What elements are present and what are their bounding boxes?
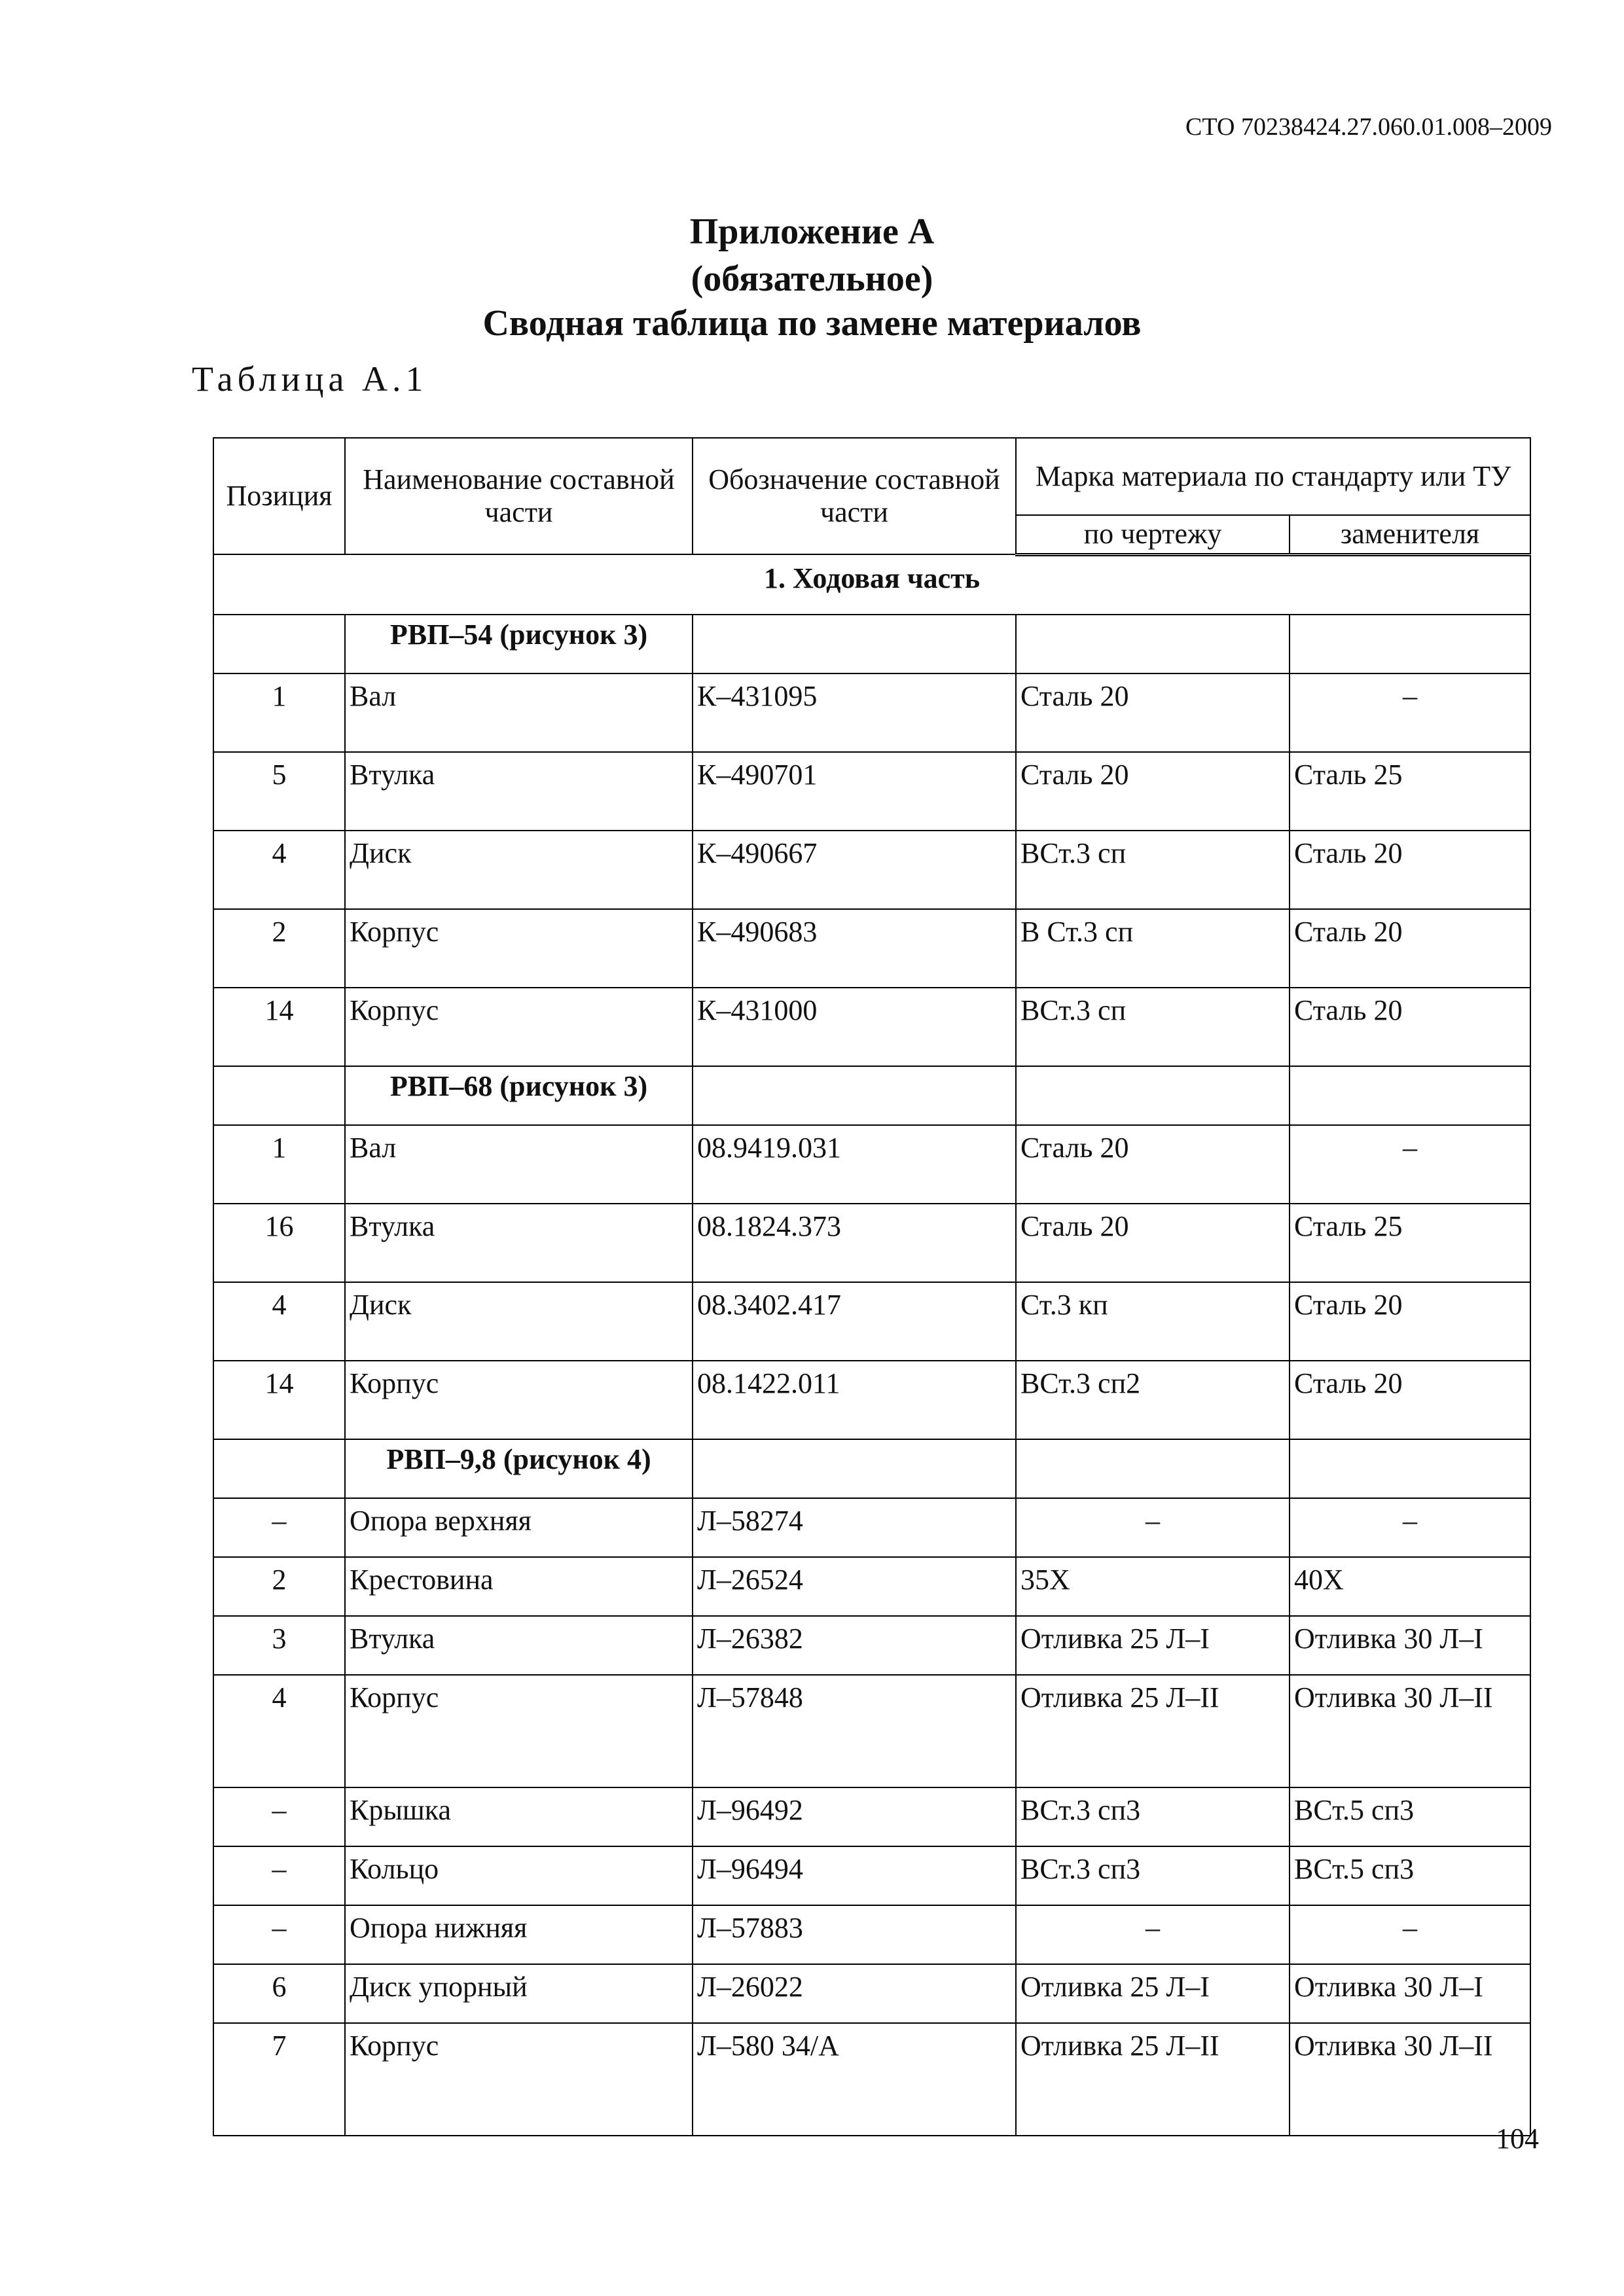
- designation-cell: Л–580 34/А: [693, 2023, 1016, 2136]
- empty-cell: [1290, 1439, 1530, 1498]
- substitute-cell: –: [1290, 1498, 1530, 1557]
- empty-cell: [693, 1439, 1016, 1498]
- name-cell: Корпус: [345, 1675, 693, 1787]
- col-header-designation: Обозначение составной части: [693, 438, 1016, 554]
- group-title: РВП–68 (рисунок 3): [345, 1066, 693, 1125]
- substitute-cell: ВСт.5 сп3: [1290, 1787, 1530, 1846]
- material-cell: Отливка 25 Л–II: [1016, 1675, 1290, 1787]
- table-row: [213, 1905, 1530, 1964]
- table-row: [213, 673, 1530, 752]
- appendix-title: Приложение А: [689, 211, 935, 252]
- table-row: [213, 1616, 1530, 1675]
- table-row: [213, 909, 1530, 988]
- col-header-substitute: заменителя: [1290, 515, 1530, 554]
- empty-cell: [1290, 615, 1530, 673]
- material-cell: ВСт.3 сп3: [1016, 1846, 1290, 1905]
- group-row: [213, 1439, 1530, 1498]
- substitute-cell: –: [1290, 673, 1530, 752]
- name-cell: Втулка: [345, 1616, 693, 1675]
- name-cell: Вал: [345, 673, 693, 752]
- col-header-position: Позиция: [213, 438, 345, 554]
- table-row: [213, 831, 1530, 909]
- name-cell: Диск: [345, 831, 693, 909]
- material-cell: Отливка 25 Л–I: [1016, 1616, 1290, 1675]
- table-row: [213, 1557, 1530, 1616]
- position-cell: –: [213, 1787, 345, 1846]
- substitute-cell: Сталь 25: [1290, 1204, 1530, 1282]
- section-title: 1. Ходовая часть: [213, 554, 1530, 615]
- material-cell: Ст.3 кп: [1016, 1282, 1290, 1361]
- position-cell: 14: [213, 988, 345, 1066]
- material-cell: ВСт.3 сп: [1016, 831, 1290, 909]
- col-header-by-drawing: по чертежу: [1016, 515, 1290, 554]
- designation-cell: Л–26382: [693, 1616, 1016, 1675]
- group-title: РВП–9,8 (рисунок 4): [345, 1439, 693, 1498]
- empty-cell: [213, 1439, 345, 1498]
- designation-cell: 08.1824.373: [693, 1204, 1016, 1282]
- empty-cell: [1290, 1066, 1530, 1125]
- table-row: [213, 988, 1530, 1066]
- position-cell: 4: [213, 831, 345, 909]
- designation-cell: Л–57883: [693, 1905, 1016, 1964]
- name-cell: Корпус: [345, 1361, 693, 1439]
- position-cell: 7: [213, 2023, 345, 2136]
- substitute-cell: Отливка 30 Л–II: [1290, 1675, 1530, 1787]
- designation-cell: К–431000: [693, 988, 1016, 1066]
- appendix-status: (обязательное): [691, 259, 933, 299]
- position-cell: –: [213, 1846, 345, 1905]
- material-cell: 35Х: [1016, 1557, 1290, 1616]
- substitute-cell: Сталь 20: [1290, 1282, 1530, 1361]
- col-header-name: Наименование составной части: [345, 438, 693, 554]
- name-cell: Корпус: [345, 909, 693, 988]
- designation-cell: Л–26524: [693, 1557, 1016, 1616]
- position-cell: 2: [213, 909, 345, 988]
- position-cell: 2: [213, 1557, 345, 1616]
- position-cell: 4: [213, 1675, 345, 1787]
- substitute-cell: Сталь 20: [1290, 988, 1530, 1066]
- name-cell: Опора верхняя: [345, 1498, 693, 1557]
- empty-cell: [1016, 1066, 1290, 1125]
- table-row: [213, 1498, 1530, 1557]
- designation-cell: 08.9419.031: [693, 1125, 1016, 1204]
- material-cell: ВСт.3 сп2: [1016, 1361, 1290, 1439]
- empty-cell: [213, 1066, 345, 1125]
- name-cell: Втулка: [345, 752, 693, 831]
- table-row: [213, 752, 1530, 831]
- position-cell: –: [213, 1498, 345, 1557]
- position-cell: –: [213, 1905, 345, 1964]
- empty-cell: [213, 615, 345, 673]
- materials-table: [213, 437, 1531, 2136]
- position-cell: 3: [213, 1616, 345, 1675]
- designation-cell: Л–57848: [693, 1675, 1016, 1787]
- substitute-cell: Отливка 30 Л–I: [1290, 1964, 1530, 2023]
- group-row: [213, 1066, 1530, 1125]
- table-row: [213, 1204, 1530, 1282]
- name-cell: Крышка: [345, 1787, 693, 1846]
- table-row: [213, 1361, 1530, 1439]
- position-cell: 5: [213, 752, 345, 831]
- material-cell: Отливка 25 Л–I: [1016, 1964, 1290, 2023]
- appendix-subject: Сводная таблица по замене материалов: [482, 303, 1142, 344]
- substitute-cell: Сталь 20: [1290, 1361, 1530, 1439]
- name-cell: Кольцо: [345, 1846, 693, 1905]
- substitute-cell: –: [1290, 1905, 1530, 1964]
- name-cell: Диск упорный: [345, 1964, 693, 2023]
- material-cell: Сталь 20: [1016, 673, 1290, 752]
- table-body: [213, 554, 1530, 2136]
- table-row: [213, 1125, 1530, 1204]
- material-cell: –: [1016, 1905, 1290, 1964]
- material-cell: Сталь 20: [1016, 1204, 1290, 1282]
- position-cell: 6: [213, 1964, 345, 2023]
- designation-cell: К–490667: [693, 831, 1016, 909]
- substitute-cell: Отливка 30 Л–II: [1290, 2023, 1530, 2136]
- designation-cell: 08.1422.011: [693, 1361, 1016, 1439]
- name-cell: Корпус: [345, 988, 693, 1066]
- material-cell: –: [1016, 1498, 1290, 1557]
- designation-cell: 08.3402.417: [693, 1282, 1016, 1361]
- position-cell: 16: [213, 1204, 345, 1282]
- material-cell: Сталь 20: [1016, 1125, 1290, 1204]
- table-caption: Таблица А.1: [192, 359, 428, 399]
- table-row: [213, 1675, 1530, 1787]
- substitute-cell: –: [1290, 1125, 1530, 1204]
- designation-cell: Л–96492: [693, 1787, 1016, 1846]
- table-row: [213, 1964, 1530, 2023]
- empty-cell: [693, 1066, 1016, 1125]
- substitute-cell: Сталь 25: [1290, 752, 1530, 831]
- name-cell: Диск: [345, 1282, 693, 1361]
- material-cell: В Ст.3 сп: [1016, 909, 1290, 988]
- table-row: [213, 2023, 1530, 2136]
- substitute-cell: ВСт.5 сп3: [1290, 1846, 1530, 1905]
- material-cell: ВСт.3 сп3: [1016, 1787, 1290, 1846]
- substitute-cell: 40Х: [1290, 1557, 1530, 1616]
- substitute-cell: Отливка 30 Л–I: [1290, 1616, 1530, 1675]
- designation-cell: Л–26022: [693, 1964, 1016, 2023]
- page-number: 104: [1496, 2123, 1539, 2155]
- name-cell: Крестовина: [345, 1557, 693, 1616]
- material-cell: ВСт.3 сп: [1016, 988, 1290, 1066]
- material-cell: Отливка 25 Л–II: [1016, 2023, 1290, 2136]
- position-cell: 4: [213, 1282, 345, 1361]
- table-row: [213, 1787, 1530, 1846]
- name-cell: Корпус: [345, 2023, 693, 2136]
- col-header-material: Марка материала по стандарту или ТУ: [1016, 438, 1530, 515]
- group-title: РВП–54 (рисунок 3): [345, 615, 693, 673]
- table-row: [213, 1282, 1530, 1361]
- designation-cell: К–490683: [693, 909, 1016, 988]
- designation-cell: Л–58274: [693, 1498, 1016, 1557]
- substitute-cell: Сталь 20: [1290, 831, 1530, 909]
- empty-cell: [1016, 615, 1290, 673]
- name-cell: Вал: [345, 1125, 693, 1204]
- position-cell: 1: [213, 673, 345, 752]
- position-cell: 14: [213, 1361, 345, 1439]
- designation-cell: Л–96494: [693, 1846, 1016, 1905]
- empty-cell: [1016, 1439, 1290, 1498]
- empty-cell: [693, 615, 1016, 673]
- document-code: СТО 70238424.27.060.01.008–2009: [1185, 113, 1552, 141]
- table-row: [213, 1846, 1530, 1905]
- substitute-cell: Сталь 20: [1290, 909, 1530, 988]
- material-cell: Сталь 20: [1016, 752, 1290, 831]
- name-cell: Втулка: [345, 1204, 693, 1282]
- name-cell: Опора нижняя: [345, 1905, 693, 1964]
- designation-cell: К–490701: [693, 752, 1016, 831]
- position-cell: 1: [213, 1125, 345, 1204]
- designation-cell: К–431095: [693, 673, 1016, 752]
- group-row: [213, 615, 1530, 673]
